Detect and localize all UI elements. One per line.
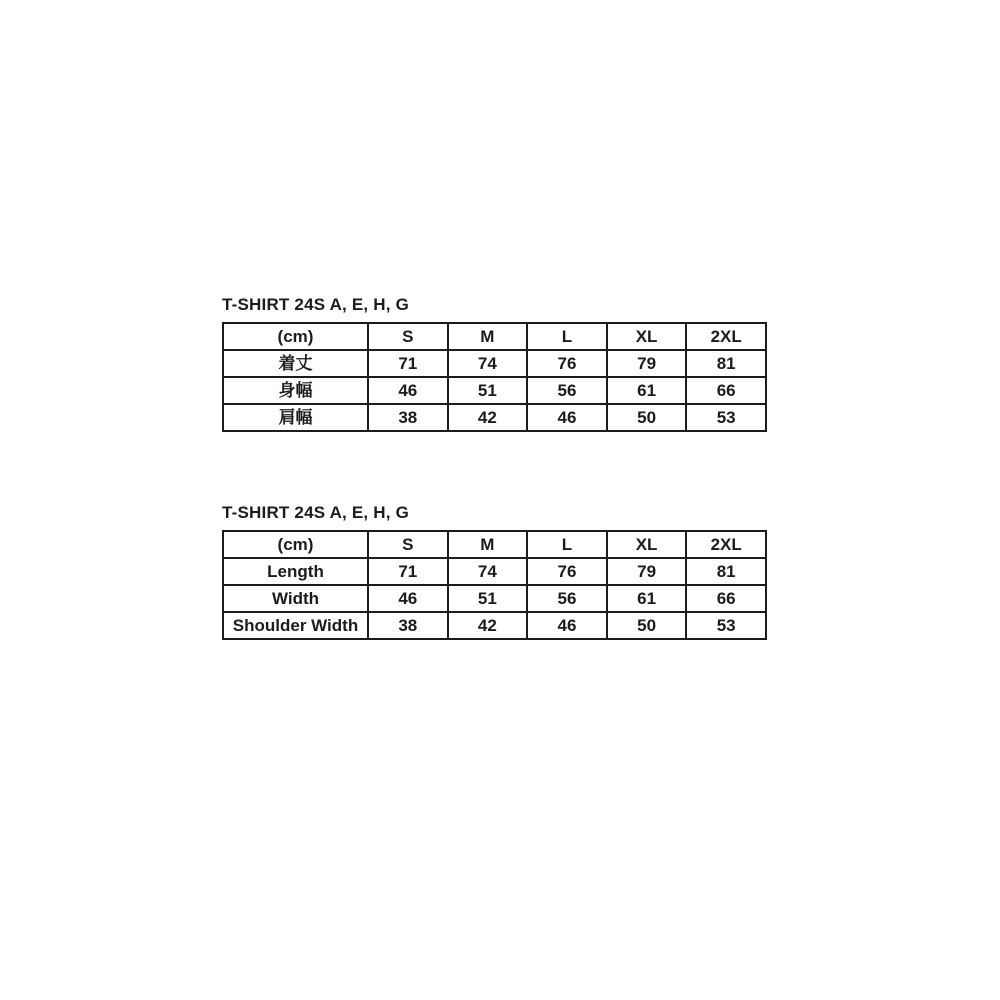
header-row	[223, 531, 766, 558]
col-header-s: S	[368, 531, 448, 558]
cell: 66	[686, 585, 766, 612]
col-header-m: M	[448, 531, 528, 558]
cell: 79	[607, 350, 687, 377]
col-header-xl: XL	[607, 323, 687, 350]
table-row-body-length	[223, 350, 766, 377]
cell: 81	[686, 558, 766, 585]
size-chart-table-jp	[222, 322, 767, 432]
cell: 79	[607, 558, 687, 585]
cell: 51	[448, 585, 528, 612]
col-header-l: L	[527, 531, 607, 558]
cell: 46	[527, 612, 607, 639]
cell: 76	[527, 558, 607, 585]
table-row-body-width	[223, 377, 766, 404]
col-header-m: M	[448, 323, 528, 350]
row-label: 着丈	[223, 350, 368, 377]
table-row-shoulder-width	[223, 404, 766, 431]
row-label: Shoulder Width	[223, 612, 368, 639]
cell: 76	[527, 350, 607, 377]
col-header-2xl: 2XL	[686, 531, 766, 558]
col-header-xl: XL	[607, 531, 687, 558]
cell: 71	[368, 350, 448, 377]
cell: 50	[607, 404, 687, 431]
col-header-2xl: 2XL	[686, 323, 766, 350]
row-label: Length	[223, 558, 368, 585]
cell: 50	[607, 612, 687, 639]
table-row-body-width	[223, 585, 766, 612]
col-header-l: L	[527, 323, 607, 350]
cell: 56	[527, 377, 607, 404]
col-header-s: S	[368, 323, 448, 350]
cell: 53	[686, 404, 766, 431]
cell: 38	[368, 404, 448, 431]
cell: 56	[527, 585, 607, 612]
header-row	[223, 323, 766, 350]
cell: 46	[368, 377, 448, 404]
size-chart-title: T-SHIRT 24S A, E, H, G	[222, 295, 410, 314]
size-chart-table-en	[222, 530, 767, 640]
size-chart-title: T-SHIRT 24S A, E, H, G	[222, 503, 410, 522]
cell: 38	[368, 612, 448, 639]
size-chart-section-en	[222, 503, 765, 640]
cell: 74	[448, 350, 528, 377]
cell: 71	[368, 558, 448, 585]
cell: 46	[368, 585, 448, 612]
row-label: 身幅	[223, 377, 368, 404]
cell: 61	[607, 585, 687, 612]
cell: 81	[686, 350, 766, 377]
cell: 66	[686, 377, 766, 404]
row-label: Width	[223, 585, 368, 612]
unit-header-cell: (cm)	[223, 323, 368, 350]
unit-header-cell: (cm)	[223, 531, 368, 558]
cell: 46	[527, 404, 607, 431]
cell: 53	[686, 612, 766, 639]
cell: 42	[448, 404, 528, 431]
cell: 61	[607, 377, 687, 404]
cell: 74	[448, 558, 528, 585]
size-chart-section-jp	[222, 295, 765, 432]
cell: 51	[448, 377, 528, 404]
table-row-body-length	[223, 558, 766, 585]
row-label: 肩幅	[223, 404, 368, 431]
cell: 42	[448, 612, 528, 639]
table-row-shoulder-width	[223, 612, 766, 639]
